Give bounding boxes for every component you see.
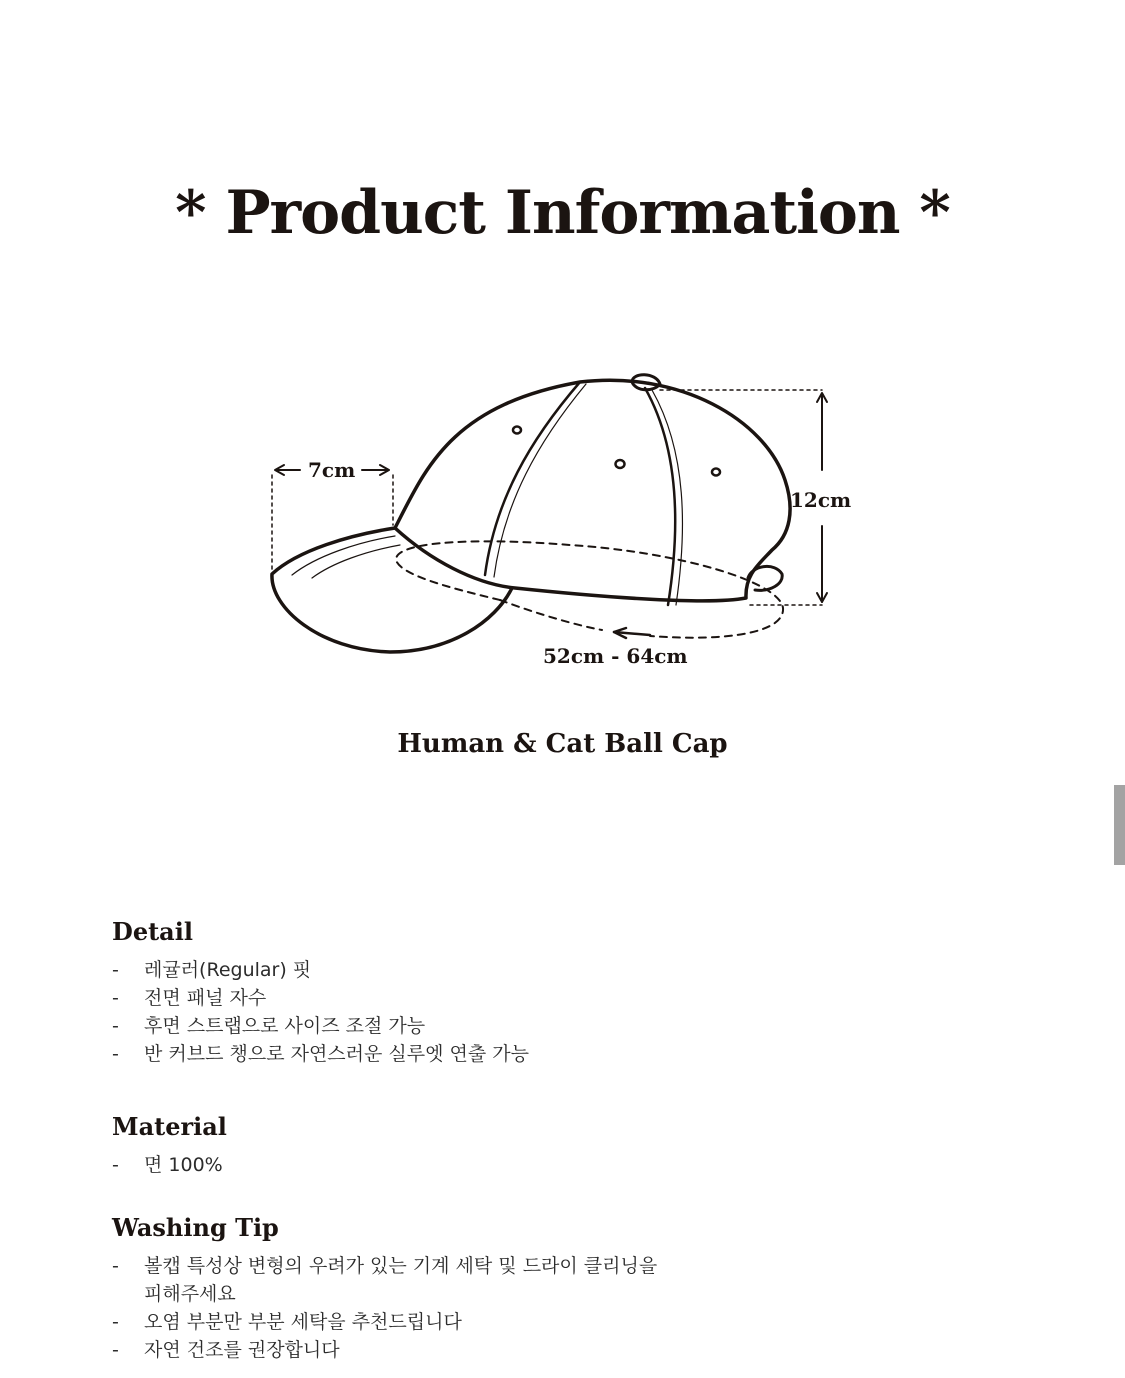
cap-visor-stitch — [292, 536, 395, 575]
list-item: - 볼캡 특성상 변형의 우려가 있는 기계 세탁 및 드라이 클리닝을 피해주세요 — [112, 1255, 658, 1305]
cap-eyelet — [513, 427, 521, 434]
detail-heading: Detail — [112, 917, 193, 946]
washing-tip-heading: Washing Tip — [112, 1213, 279, 1242]
cap-illustration — [250, 360, 890, 690]
list-item: - 후면 스트랩으로 사이즈 조절 가능 — [112, 1015, 426, 1037]
cap-size-diagram — [250, 360, 890, 690]
scrollbar-thumb[interactable] — [1114, 785, 1125, 865]
list-item: - 레귤러(Regular) 핏 — [112, 959, 312, 981]
product-name: Human & Cat Ball Cap — [397, 729, 728, 759]
cap-seam-left-inner — [494, 384, 586, 577]
page-title: * Product Information * — [175, 178, 950, 248]
cap-crown-outline — [395, 380, 790, 601]
list-item: - 자연 건조를 권장합니다 — [112, 1339, 340, 1361]
cap-back-strap — [748, 566, 782, 590]
cap-visor-stitch — [312, 545, 400, 578]
list-item: - 오염 부분만 부분 세탁을 추천드립니다 — [112, 1311, 462, 1333]
list-item: - 반 커브드 챙으로 자연스러운 실루엣 연출 가능 — [112, 1043, 529, 1065]
cap-circumference-line — [396, 541, 783, 637]
list-item: - 전면 패널 자수 — [112, 987, 267, 1009]
visor-length-label: 7cm — [308, 458, 356, 482]
material-list — [112, 1151, 664, 1179]
material-heading: Material — [112, 1112, 227, 1141]
circumference-label: 52cm - 64cm — [543, 644, 688, 668]
cap-circumference-line-back — [500, 600, 602, 630]
crown-height-label: 12cm — [790, 488, 852, 512]
detail-list — [112, 956, 664, 1068]
list-item: - 면 100% — [112, 1154, 223, 1176]
cap-eyelet — [616, 460, 625, 468]
cap-eyelet — [712, 469, 720, 476]
washing-tip-list — [112, 1252, 664, 1364]
cap-seam-right-inner — [652, 390, 682, 605]
cap-seam-right — [645, 388, 675, 605]
